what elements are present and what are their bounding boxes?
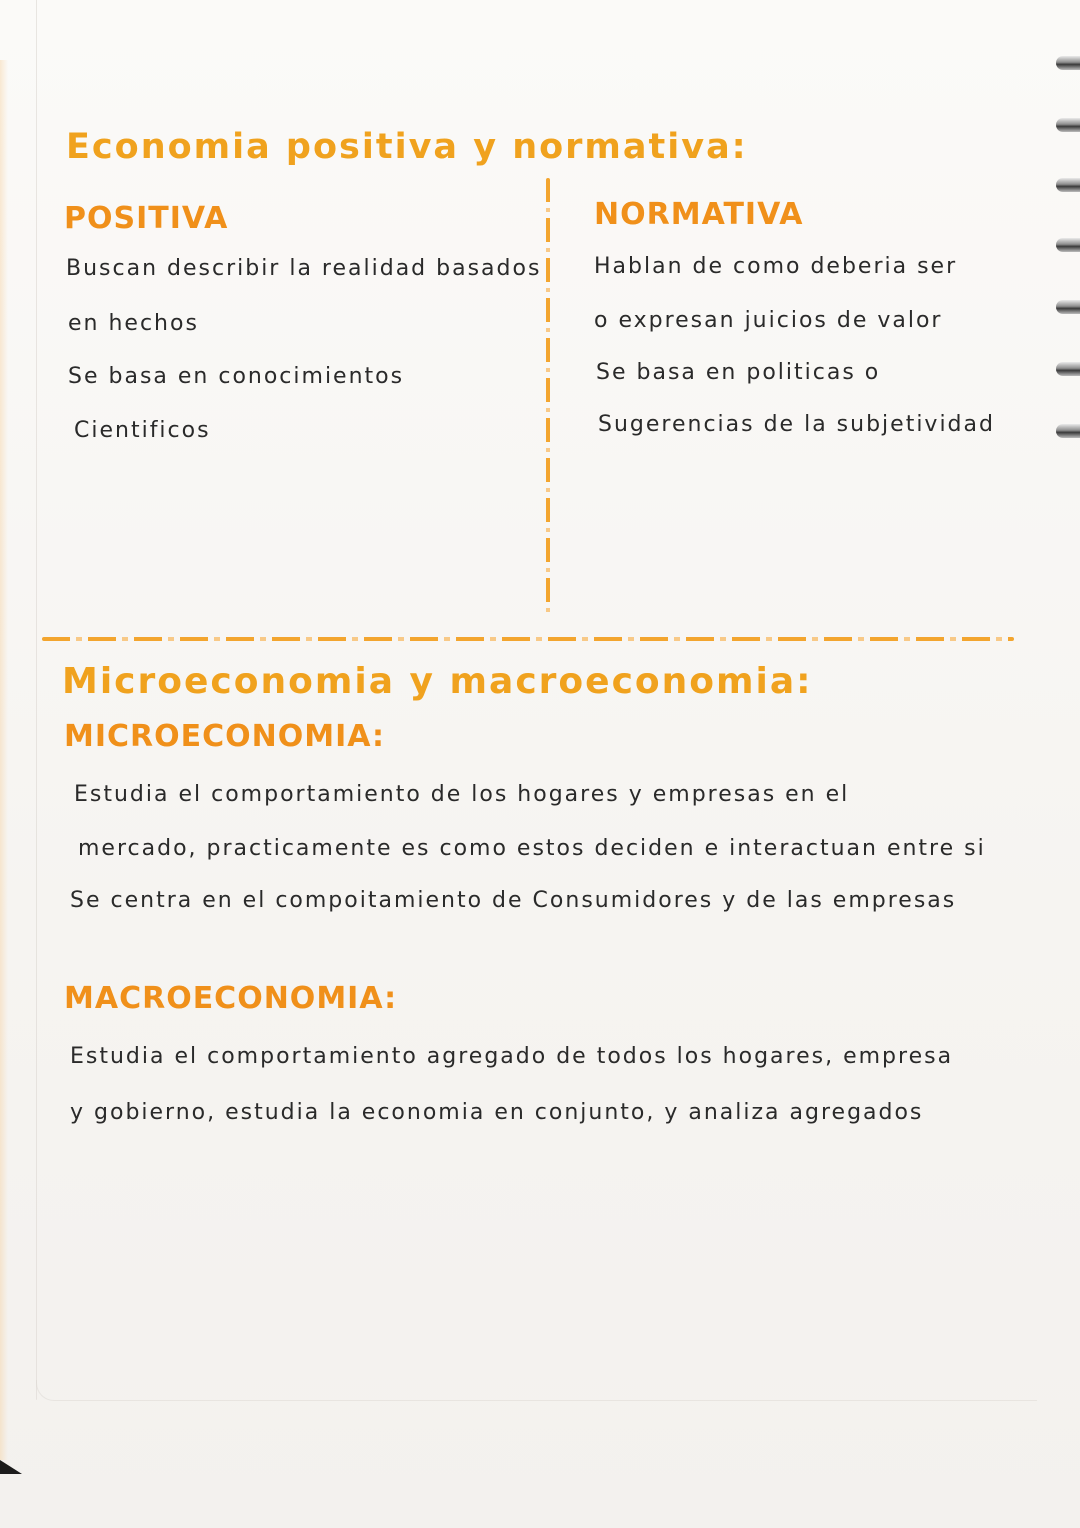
macro-line-1: Estudia el comportamiento agregado de todos los hogares, empresa — [70, 1044, 954, 1069]
heading-positiva: POSITIVA — [64, 201, 229, 236]
spiral-ring-icon — [1056, 300, 1080, 314]
spiral-ring-icon — [1056, 56, 1080, 70]
heading-macroeconomia: MACROECONOMIA: — [64, 981, 398, 1016]
page-bottom-border — [36, 1380, 1037, 1401]
heading-microeconomia: MICROECONOMIA: — [64, 719, 386, 754]
spiral-ring-icon — [1056, 362, 1080, 376]
section-title-positiva-normativa: Economia positiva y normativa: — [66, 127, 748, 167]
spiral-ring-icon — [1056, 424, 1080, 438]
normativa-line-4: Sugerencias de la subjetividad — [598, 412, 995, 437]
section-title-micro-macro: Microeconomia y macroeconomia: — [62, 661, 813, 702]
positiva-line-3: Se basa en conocimientos — [68, 364, 405, 389]
macro-line-2: y gobierno, estudia la economia en conjunto, y analiza agregados — [70, 1100, 924, 1125]
normativa-line-1: Hablan de como deberia ser — [594, 254, 958, 279]
page-corner-shadow — [0, 1460, 22, 1474]
positiva-line-4: Cientificos — [74, 418, 211, 443]
positiva-line-1: Buscan describir la realidad basados — [66, 256, 542, 281]
micro-line-3: Se centra en el compoitamiento de Consumidores y de las empresas — [70, 888, 957, 913]
page-edge-tint — [0, 60, 8, 1460]
normativa-line-2: o expresan juicios de valor — [594, 308, 943, 333]
heading-normativa: NORMATIVA — [594, 197, 804, 232]
micro-line-2: mercado, practicamente es como estos deciden e interactuan entre si — [78, 836, 986, 861]
positiva-line-2: en hechos — [68, 311, 199, 336]
spiral-ring-icon — [1056, 238, 1080, 252]
spiral-ring-icon — [1056, 118, 1080, 132]
vertical-divider — [546, 178, 550, 616]
micro-line-1: Estudia el comportamiento de los hogares y empresas en el — [74, 782, 850, 807]
page-border — [36, 0, 37, 1400]
spiral-ring-icon — [1056, 178, 1080, 192]
normativa-line-3: Se basa en politicas o — [596, 360, 881, 385]
horizontal-divider — [42, 637, 1014, 641]
